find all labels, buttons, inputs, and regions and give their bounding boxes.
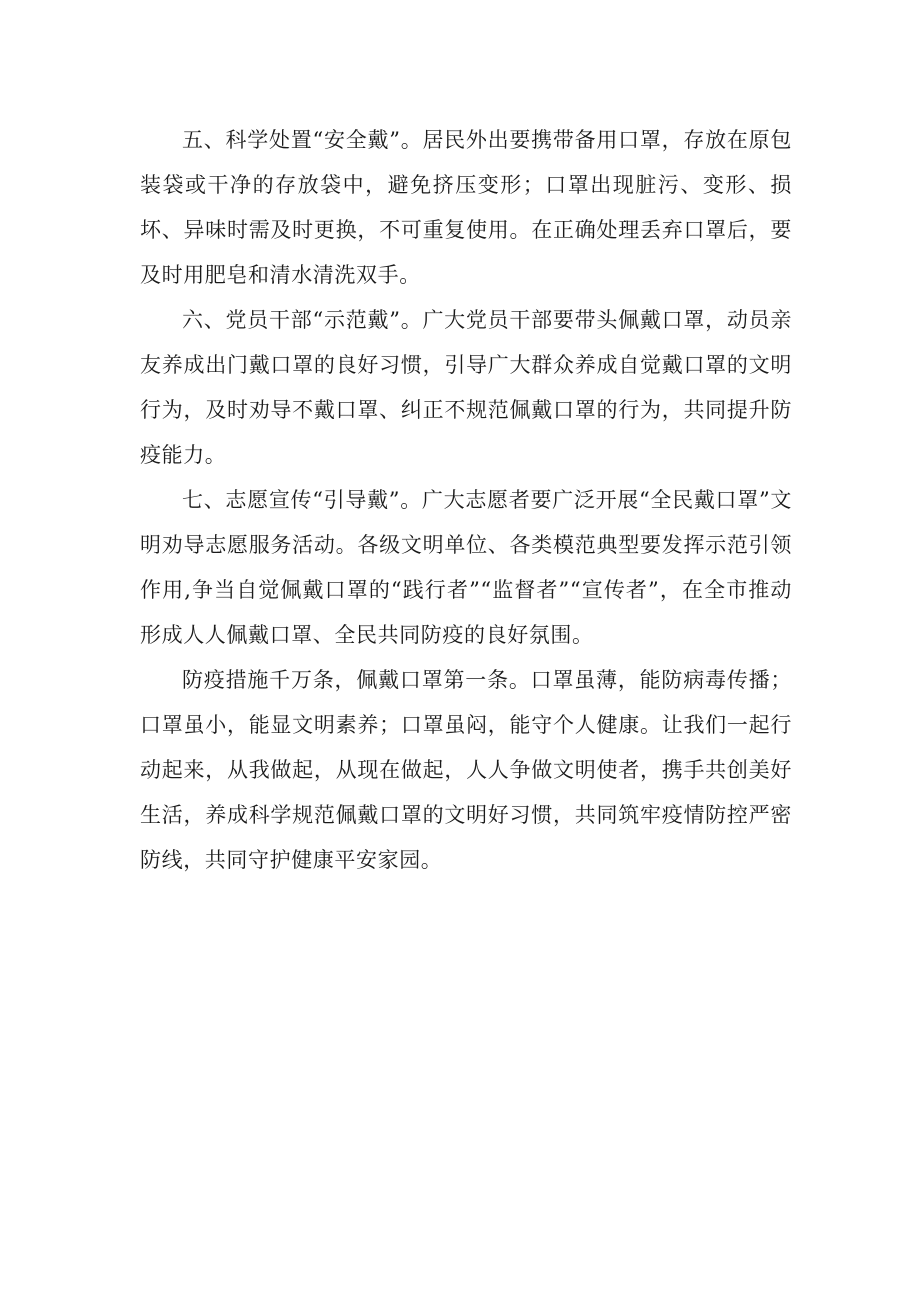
paragraph-closing: 防疫措施千万条，佩戴口罩第一条。口罩虽薄，能防病毒传播；口罩虽小，能显文明素养；口罩虽闷，能守个人健康。让我们一起行动起来，从我做起，从现在做起，人人争做文明使者，携手共创美好生活，养成科学规范佩戴口罩的文明好习惯，共同筑牢疫情防控严密防线，共同守护健康平安家园。	[140, 668, 792, 872]
document-body	[140, 118, 792, 883]
paragraph-section-seven: 七、志愿宣传“引导戴”。广大志愿者要广泛开展“全民戴口罩”文明劝导志愿服务活动。各级文明单位、各类模范典型要发挥示范引领作用,争当自觉佩戴口罩的“践行者”“监督者”“宣传者”，在全市推动形成人人佩戴口罩、全民共同防疫的良好氛围。	[140, 488, 792, 647]
paragraph-section-five: 五、科学处置“安全戴”。居民外出要携带备用口罩，存放在原包装袋或干净的存放袋中，避免挤压变形；口罩出现脏污、变形、损坏、异味时需及时更换，不可重复使用。在正确处理丢弃口罩后，要及时用肥皂和清水清洗双手。	[140, 128, 792, 287]
paragraph-section-six: 六、党员干部“示范戴”。广大党员干部要带头佩戴口罩，动员亲友养成出门戴口罩的良好习惯，引导广大群众养成自觉戴口罩的文明行为，及时劝导不戴口罩、纠正不规范佩戴口罩的行为，共同提升防疫能力。	[140, 308, 792, 467]
